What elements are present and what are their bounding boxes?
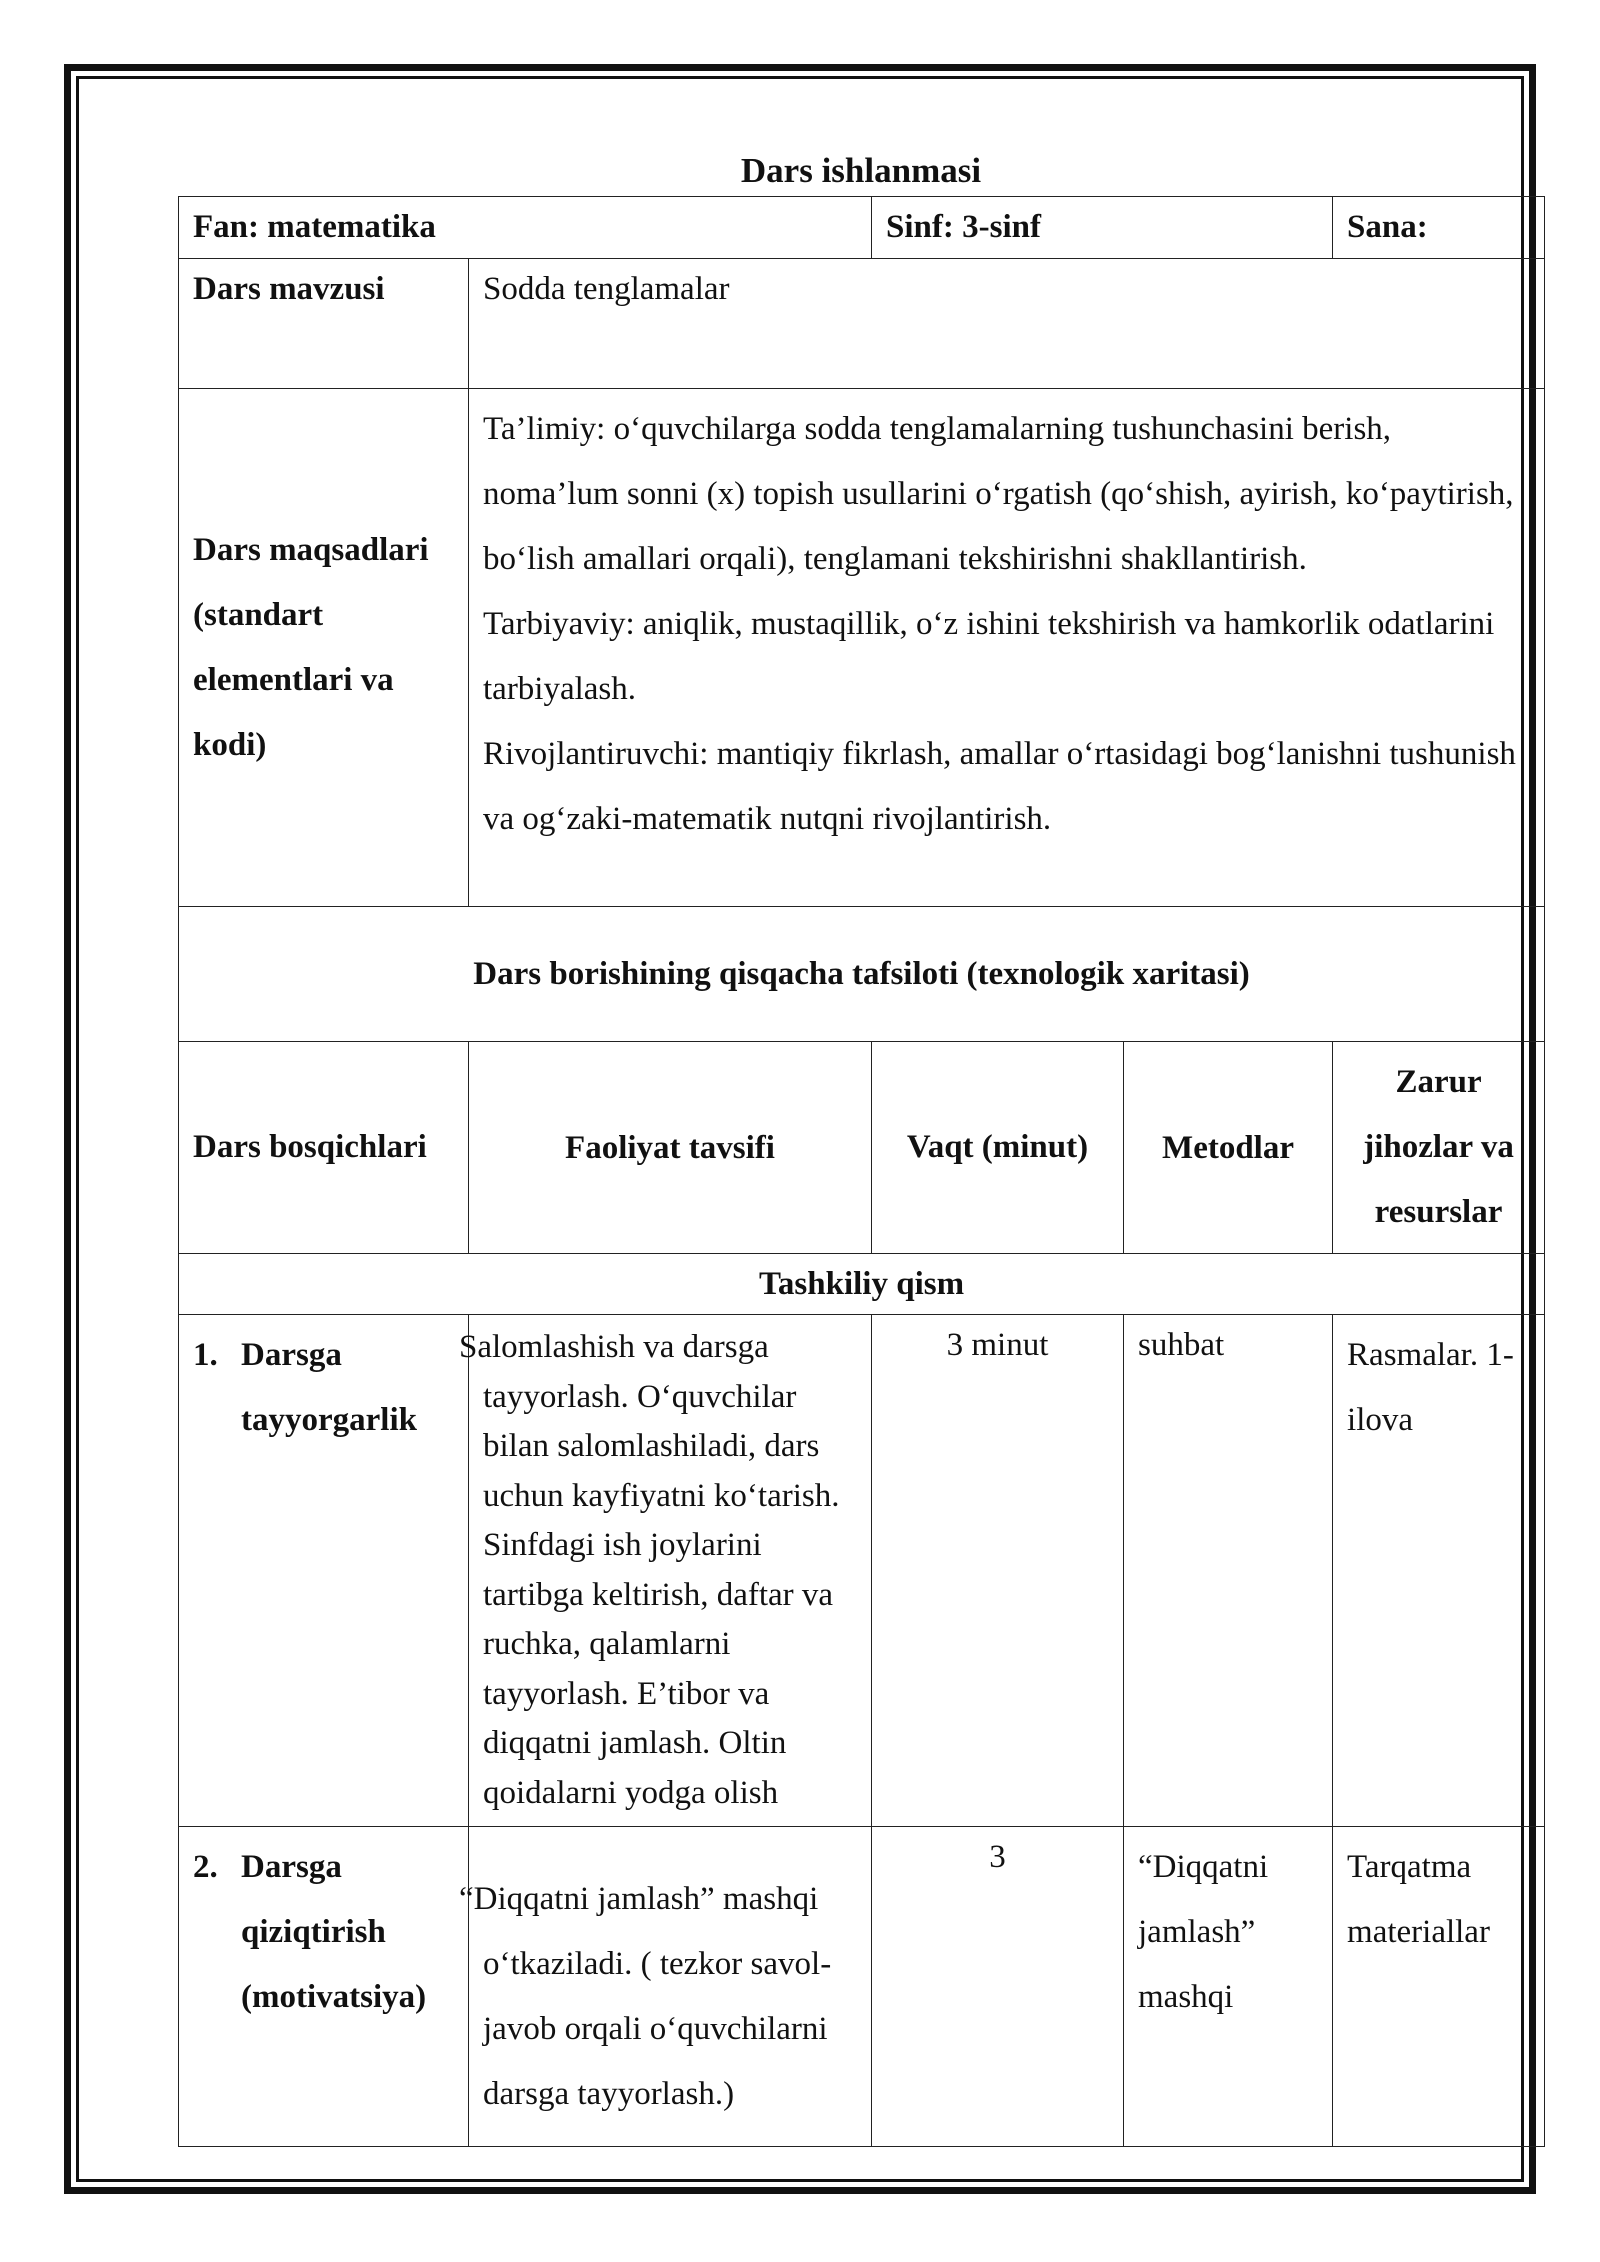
col-header-resources: Zarur jihozlar va resurslar: [1333, 1042, 1545, 1254]
stage-name: Darsga qiziqtirish (motivatsiya): [241, 1849, 427, 2015]
objective-developmental: Rivojlantiruvchi: mantiqiy fikrlash, amallar o‘rtasidagi bog‘lanishni tushunish va og‘zaki-matematik nutqni rivojlantirish.: [483, 736, 1516, 837]
topic-label: Dars mavzusi: [179, 259, 469, 389]
time-cell: 3 minut: [872, 1315, 1124, 1827]
table-row: [179, 1315, 1545, 1827]
time-cell: 3: [872, 1827, 1124, 2147]
subsection-title: Tashkiliy qism: [179, 1254, 1545, 1315]
stage-number: 2.: [193, 1849, 218, 1885]
topic-row: [179, 259, 1545, 389]
subsection-row: [179, 1254, 1545, 1315]
stage-name: Darsga tayyorgarlik: [241, 1337, 417, 1438]
section-title: Dars borishining qisqacha tafsiloti (texnologik xaritasi): [179, 907, 1545, 1042]
objective-upbringing: Tarbiyaviy: aniqlik, mustaqillik, o‘z ishini tekshirish va hamkorlik odatlarini tarbiyalash.: [483, 606, 1495, 707]
col-header-stages: Dars bosqichlari: [179, 1042, 469, 1254]
column-header-row: [179, 1042, 1545, 1254]
topic-value: Sodda tenglamalar: [469, 259, 1545, 389]
activity-cell: Salomlashish va darsga tayyorlash. O‘quvchilar bilan salomlashiladi, dars uchun kayfiyatni ko‘tarish. Sinfdagi ish joylarini tartibga keltirish, daftar va ruchka, qalamlarni tayyorlash. E’tibor va diqqatni jamlash. Oltin qoidalarni yodga olish: [469, 1315, 872, 1827]
grade-cell: Sinf: 3-sinf: [872, 197, 1333, 259]
table-row: [179, 1827, 1545, 2147]
lesson-plan-table: [178, 196, 1545, 2147]
objective-educational: Ta’limiy: o‘quvchilarga sodda tenglamalarning tushunchasini berish, noma’lum sonni (x) topish usullarini o‘rgatish (qo‘shish, ayirish, ko‘paytirish, bo‘lish amallari orqali), tenglamani tekshirishni shakllantirish.: [483, 411, 1514, 577]
col-header-time: Vaqt (minut): [872, 1042, 1124, 1254]
objectives-row: [179, 389, 1545, 907]
objectives-content: [469, 389, 1545, 907]
stage-cell: [179, 1827, 469, 2147]
resources-cell: Tarqatma materiallar: [1333, 1827, 1545, 2147]
date-cell: Sana:: [1333, 197, 1545, 259]
document-title: Dars ishlanmasi: [740, 151, 982, 190]
col-header-activity: Faoliyat tavsifi: [469, 1042, 872, 1254]
method-cell: “Diqqatni jamlash” mashqi: [1124, 1827, 1333, 2147]
method-cell: suhbat: [1124, 1315, 1333, 1827]
resources-cell: Rasmalar. 1-ilova: [1333, 1315, 1545, 1827]
stage-cell: [179, 1315, 469, 1827]
header-row: [179, 197, 1545, 259]
objectives-label: Dars maqsadlari (standart elementlari va kodi): [179, 389, 469, 907]
subject-cell: Fan: matematika: [179, 197, 872, 259]
section-title-row: [179, 907, 1545, 1042]
activity-cell: “Diqqatni jamlash” mashqi o‘tkaziladi. ( tezkor savol-javob orqali o‘quvchilarni darsga tayyorlash.): [469, 1827, 872, 2147]
col-header-methods: Metodlar: [1124, 1042, 1333, 1254]
stage-number: 1.: [193, 1337, 218, 1373]
